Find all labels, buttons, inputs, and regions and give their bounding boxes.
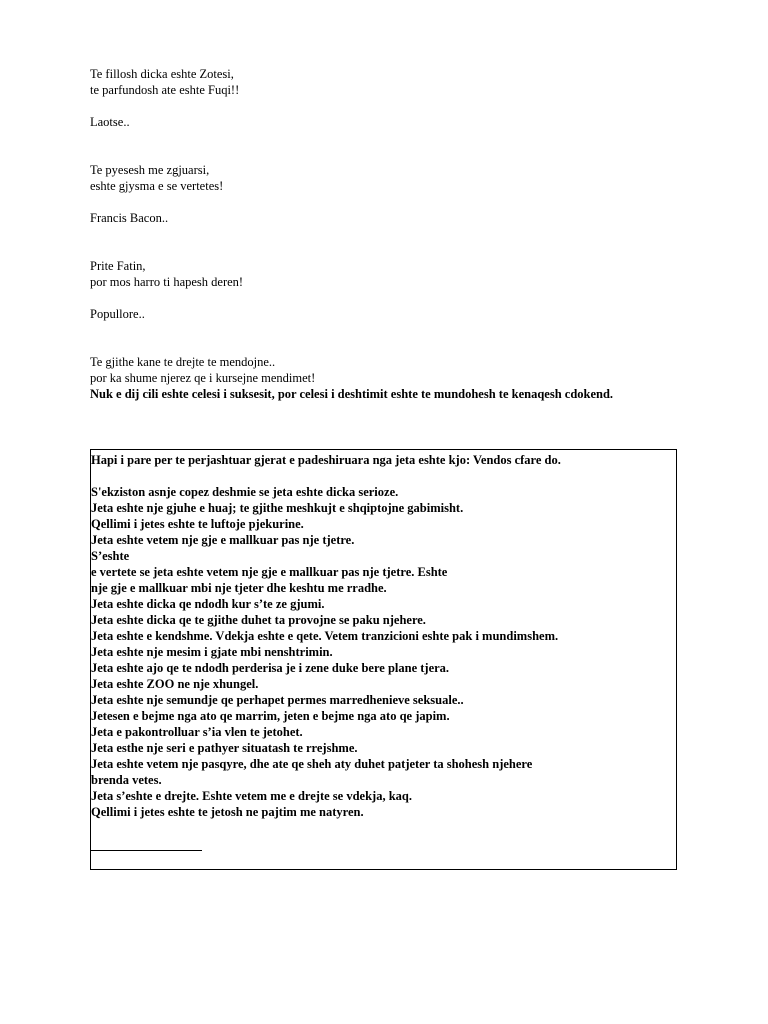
quote-1-line-2: te parfundosh ate eshte Fuqi!! xyxy=(90,83,240,97)
box-line: Jeta s’eshte e drejte. Eshte vetem me e drejte se vdekja, kaq. xyxy=(91,789,412,803)
box-line: Jeta e pakontrolluar s’ia vlen te jetohet. xyxy=(91,725,303,739)
box-line: Jeta eshte e kendshme. Vdekja eshte e qete. Vetem tranzicioni eshte pak i mundimshem. xyxy=(91,629,559,643)
life-quotes-box xyxy=(90,449,677,870)
closing-line-2: por ka shume njerez qe i kursejne mendimet! xyxy=(90,371,316,385)
box-line: Jeta eshte dicka qe ndodh kur s’te ze gjumi. xyxy=(91,597,325,611)
box-line: Qellimi i jetes eshte te luftoje pjekurine. xyxy=(91,517,304,531)
quote-2-author: Francis Bacon.. xyxy=(90,211,169,225)
box-line: Jeta eshte vetem nje pasqyre, dhe ate qe sheh aty duhet patjeter ta shohesh njehere xyxy=(91,757,533,771)
box-line: Jeta eshte nje mesim i gjate mbi nenshtrimin. xyxy=(91,645,333,659)
quote-1-line-1: Te fillosh dicka eshte Zotesi, xyxy=(90,67,234,81)
box-line: Jeta eshte nje semundje qe perhapet permes marredhenieve seksuale.. xyxy=(91,693,464,707)
quote-3-line-1: Prite Fatin, xyxy=(90,259,146,273)
box-line: Jeta eshte nje gjuhe e huaj; te gjithe meshkujt e shqiptojne gabimisht. xyxy=(91,501,464,515)
underline-rule xyxy=(91,850,202,851)
box-line: Jeta eshte ZOO ne nje xhungel. xyxy=(91,677,259,691)
box-line: Jeta eshte dicka qe te gjithe duhet ta provojne se paku njehere. xyxy=(91,613,426,627)
box-line: Jetesen e bejme nga ato qe marrim, jeten e bejme nga ato qe japim. xyxy=(91,709,450,723)
box-heading: Hapi i pare per te perjashtuar gjerat e padeshiruara nga jeta eshte kjo: Vendos cfare do. xyxy=(91,453,561,467)
box-line: S'ekziston asnje copez deshmie se jeta eshte dicka serioze. xyxy=(91,485,399,499)
quote-3-line-2: por mos harro ti hapesh deren! xyxy=(90,275,244,289)
box-line: nje gje e mallkuar mbi nje tjeter dhe keshtu me rradhe. xyxy=(91,581,387,595)
box-line: brenda vetes. xyxy=(91,773,162,787)
closing-line-1: Te gjithe kane te drejte te mendojne.. xyxy=(90,355,276,369)
box-line: S’eshte xyxy=(91,549,130,563)
box-line: Jeta eshte vetem nje gje e mallkuar pas nje tjetre. xyxy=(91,533,355,547)
quotes-section xyxy=(90,66,690,402)
quote-2-line-2: eshte gjysma e se vertetes! xyxy=(90,179,224,193)
box-lines xyxy=(91,484,676,820)
box-line: e vertete se jeta eshte vetem nje gje e mallkuar pas nje tjetre. Eshte xyxy=(91,565,448,579)
quote-2-line-1: Te pyesesh me zgjuarsi, xyxy=(90,163,210,177)
quote-3-author: Popullore.. xyxy=(90,307,145,321)
box-line: Jeta eshte ajo qe te ndodh perderisa je i zene duke bere plane tjera. xyxy=(91,661,450,675)
quote-1-author: Laotse.. xyxy=(90,115,130,129)
box-line: Jeta esthe nje seri e pathyer situatash te rrejshme. xyxy=(91,741,358,755)
closing-bold-line: Nuk e dij cili eshte celesi i suksesit, por celesi i deshtimit eshte te mundohesh te kenaqesh cdokend. xyxy=(90,387,614,401)
box-line: Qellimi i jetes eshte te jetosh ne pajtim me natyren. xyxy=(91,805,364,819)
